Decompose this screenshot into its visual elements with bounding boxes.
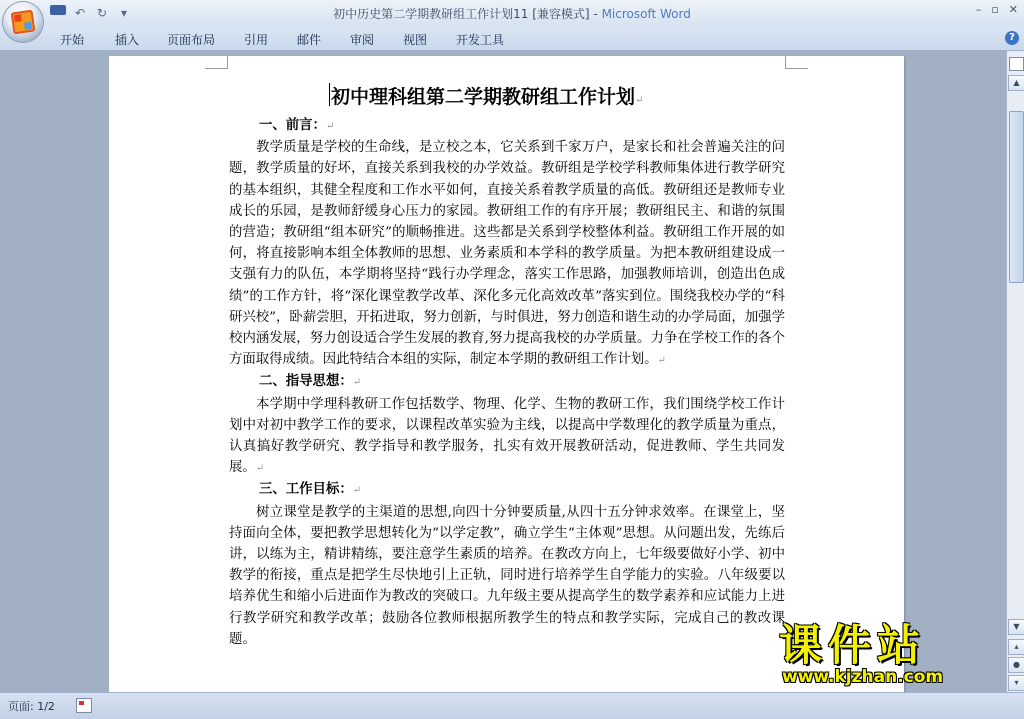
browse-object-button[interactable]: ●: [1008, 657, 1024, 673]
previous-page-button[interactable]: ▴: [1008, 639, 1024, 655]
tab-home[interactable]: 开始: [60, 33, 85, 47]
title-bar: [0, 0, 1024, 26]
minimize-button[interactable]: –: [975, 3, 982, 16]
tab-references[interactable]: 引用: [244, 33, 269, 47]
office-button[interactable]: [3, 2, 43, 42]
document-title-text: 初中理科组第二学期教研组工作计划: [331, 86, 636, 108]
heading-text: 三、工作目标：: [259, 481, 353, 498]
page-count[interactable]: 页面: 1/2: [8, 700, 55, 713]
document-workspace: [0, 51, 1006, 692]
paragraph-text: 教学质量是学校的生命线，是立校之本，它关系到千家万户，是家长和社会普遍关注的问题，教学质量的好坏，直接关系到我校的办学效益。教研组是学校学科教师集体进行教学研究的基本组织，其健全程度和工作水平如何，直接关系着教学质量的高低。教研组还是教师专业成长的乐园，是教师舒缓身心压力的家园。教研组工作的有序开展；教研组民主、和谐的氛围的营造；教研组“组本研究”的顺畅推进。这些都是关系到学校整体利益。教研组工作开展的如何，将直接影响本组全体教师的思想、业务素质和本学科的教学质量。为把本教研组建设成一支强有力的队伍，本学期将坚持“践行办学理念，落实工作思路，加强教师培训，创造出色成绩”的工作方针，将“深化课堂教学改革、深化多元化高效改革”落实到位。围绕我校办学的“科研兴校”，卧薪尝胆，开拓进取，努力创新，与时俱进，努力创造和谐生动的办学局面，加强学校内涵发展，努力创设适合学生发展的教育,努力提高我校的办学质量。力争在学校工作的各个方面取得成绩。因此特结合本组的实际，制定本学期的教研组工作计划。: [229, 140, 785, 368]
undo-icon[interactable]: ↶: [74, 6, 86, 20]
close-button[interactable]: ✕: [1008, 3, 1018, 16]
window-title: [0, 5, 1024, 22]
crop-mark-left: [205, 56, 228, 69]
document-body[interactable]: [229, 115, 785, 650]
view-ruler-icon[interactable]: [1009, 57, 1024, 71]
section-paragraph: [229, 394, 785, 480]
watermark-url: www.kjzhan.com: [782, 667, 944, 687]
paragraph-text: 本学期中学理科教研工作包括数学、物理、化学、生物的教研工作，我们围绕学校工作计划中对初中教学工作的要求，以课程改革实验为主线，以提高中学数理化的教学质量为重点，认真搞好教学研究、教学指导和教学服务，扎实有效开展教研活动，促进教师、学生共同发展。: [229, 396, 785, 476]
heading-text: 二、指导思想：: [259, 373, 353, 390]
tab-insert[interactable]: 插入: [115, 33, 140, 47]
scroll-down-button[interactable]: ▼: [1008, 619, 1024, 635]
section-paragraph: [229, 502, 785, 650]
section-heading: [229, 115, 785, 137]
scroll-thumb[interactable]: [1009, 111, 1024, 283]
paragraph-mark: ↵: [657, 355, 666, 367]
customize-qat-icon[interactable]: ▾: [120, 6, 128, 20]
office-logo-icon: [11, 10, 36, 35]
document-name: 初中历史第二学期教研组工作计划11 [兼容模式] -: [333, 7, 602, 21]
status-bar: [0, 692, 1024, 719]
next-page-button[interactable]: ▾: [1008, 675, 1024, 691]
help-icon[interactable]: ?: [1005, 31, 1019, 45]
section-heading: [229, 479, 785, 501]
redo-icon[interactable]: ↻: [96, 6, 108, 20]
vertical-scrollbar[interactable]: [1006, 51, 1024, 692]
proofing-icon[interactable]: [76, 698, 92, 713]
tab-review[interactable]: 审阅: [350, 33, 375, 47]
text-cursor: [329, 83, 330, 106]
restore-button[interactable]: ▫: [991, 3, 999, 16]
watermark-logo: 课件站: [779, 621, 926, 671]
tab-page-layout[interactable]: 页面布局: [167, 33, 216, 47]
scroll-up-button[interactable]: ▲: [1008, 75, 1024, 91]
crop-mark-right: [785, 56, 808, 69]
tab-view[interactable]: 视图: [403, 33, 428, 47]
paragraph-mark: ↵: [352, 485, 362, 497]
window-controls: [976, 3, 1018, 16]
paragraph-mark: ↵: [635, 95, 644, 106]
paragraph-mark: ↵: [352, 377, 362, 389]
app-name: Microsoft Word: [601, 7, 691, 21]
tab-mailings[interactable]: 邮件: [297, 33, 322, 47]
heading-text: 一、前言：: [259, 117, 326, 133]
tab-developer[interactable]: 开发工具: [456, 33, 505, 47]
section-paragraph: [229, 137, 785, 371]
ribbon-tabs: [0, 26, 1024, 51]
paragraph-mark: ↵: [255, 463, 265, 475]
section-heading: [229, 371, 785, 393]
paragraph-mark: ↵: [325, 121, 335, 132]
document-title[interactable]: [331, 82, 643, 109]
paragraph-text: 树立课堂是教学的主渠道的思想,向四十分钟要质量,从四十五分钟求效率。在课堂上，坚持面向全体，要把教学思想转化为“以学定教”，确立学生“主体观”思想。从问题出发，先练后讲，以练为主，精讲精练，要注意学生素质的培养。在教改方向上，七年级要做好小学、初中教学的衔接，重点是把学生尽快地引上正轨，同时进行培养学生自学能力的实验。八年级要以培养优生和缩小后进面作为教改的突破口。九年级主要从提高学生的数学素养和应试能力上进行教学研究和教学改革；鼓励各位教师根据所教学生的特点和教学实际，完成自己的教改课题。: [229, 504, 785, 647]
